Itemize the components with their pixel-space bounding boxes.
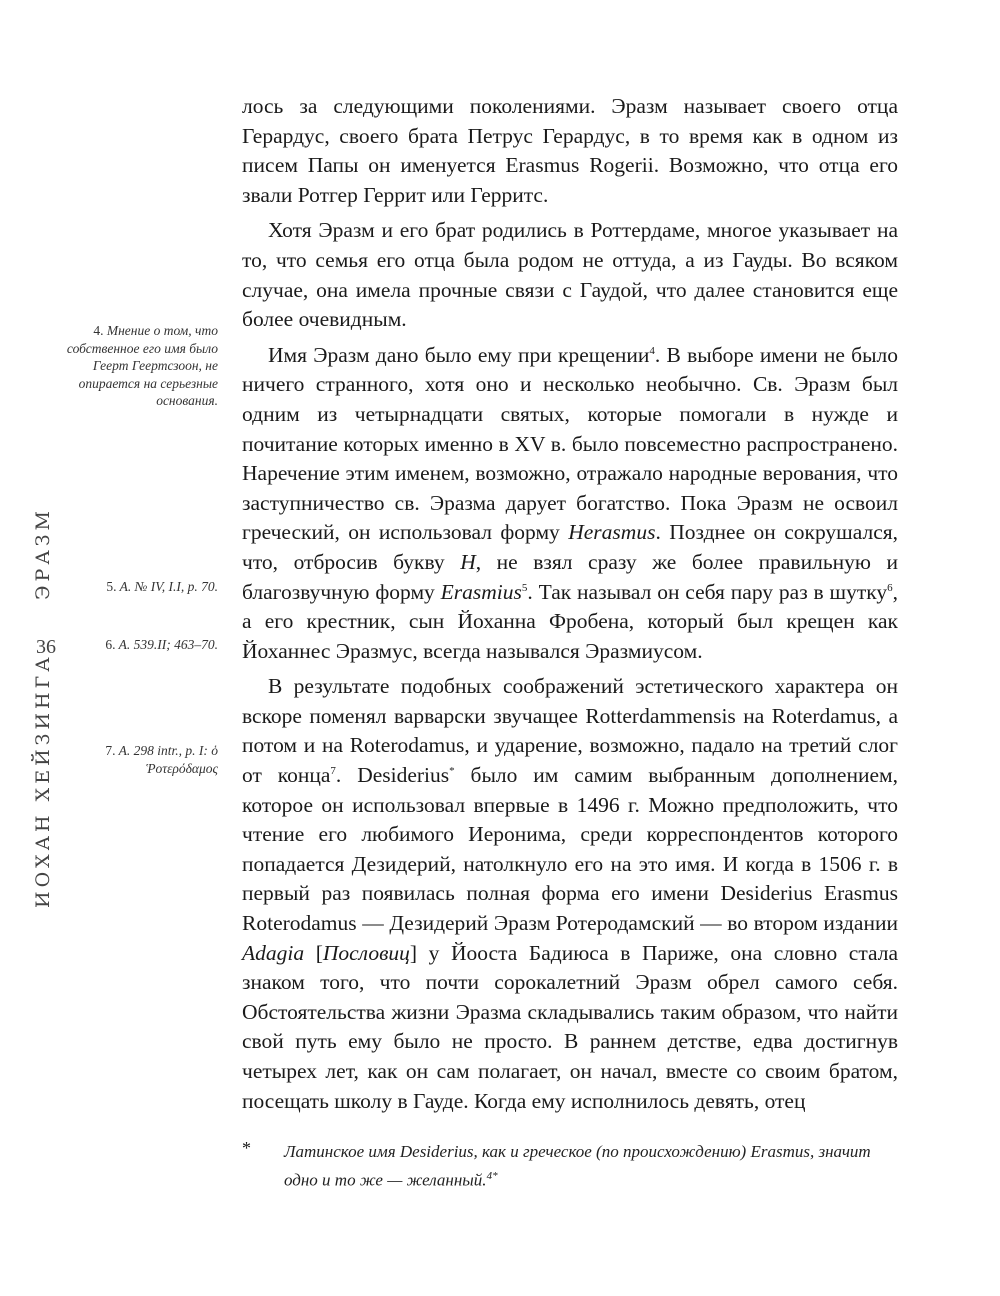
text-run: [ [304, 940, 323, 965]
text-run: Имя Эразм дано было ему при крещении [268, 342, 650, 367]
side-note-text: A. 539.II; 463–70. [118, 637, 218, 652]
paragraph: Хотя Эразм и его брат родились в Роттердаме, многое указывает на то, что семья его отца была родом не оттуда, а из Гауды. Во всяком случае, она имела прочные связи с Гаудой, что далее становится еще более очевидным. [242, 218, 898, 332]
footnote-ref: 4* [486, 1170, 498, 1182]
side-note-number: 7. [105, 743, 116, 758]
text-run-italic: Herasmus [568, 520, 656, 545]
text-run: , не взял сразу же более правильную и благозвучную форму [242, 549, 898, 604]
text-run-italic: Erasmius [440, 579, 522, 604]
main-text [242, 92, 898, 1116]
side-note-4 [58, 322, 218, 410]
footnote-mark: * [242, 1138, 251, 1158]
text-run: . Позднее он сокрушался, что, отбросив букву [242, 520, 899, 574]
side-note-number: 5. [106, 579, 117, 594]
side-note-text: A. № IV, I.I, p. 70. [119, 579, 218, 594]
running-head-author: ИОХАН ХЕЙЗИНГА [32, 653, 54, 908]
running-head-book: ЭРАЗМ [32, 506, 54, 600]
text-run: , а его крестник, сын Йоханна Фробена, который был крещен как Йоханнес Эразмус, всегда назывался Эразмиусом. [242, 579, 898, 663]
footnote-ref[interactable]: 6 [887, 581, 893, 594]
text-run-italic: Пословиц [322, 940, 410, 965]
side-note-7 [88, 742, 218, 777]
text-run: было им самим выбранным дополнением, которое он использовал впервые в 1496 г. Можно предположить, что чтение его любимого Иеронима, среди корреспондентов которого попадается Дезидерий, натолкнуло его на это имя. И когда в 1506 г. в первый раз появилась полная форма его имени Desiderius Erasmus Roterodamus — Дезидерий Эразм Ротеродамский — во втором издании [242, 763, 898, 936]
side-note-number: 6. [105, 637, 116, 652]
text-run: ] у Йооста Бадиюса в Париже, она словно стала знаком того, что почти сорокалетний Эразм обрел самого себя. Обстоятельства жизни Эразма складывались таким образом, что найти свой путь ему было не просто. В раннем детстве, едва достигнув четырех лет, как он сам полагает, он начал, вместе со своим братом, посещать школу в Гауде. Когда ему исполнилось девять, отец [242, 940, 898, 1113]
footnote-ref[interactable]: 7 [330, 765, 336, 778]
text-run-italic: H [460, 549, 476, 574]
paragraph [242, 341, 898, 667]
footnote-ref[interactable]: * [449, 765, 455, 778]
footnote-text-wrap [284, 1140, 898, 1193]
footnote-ref[interactable]: 4 [649, 344, 655, 357]
page-number: 36 [36, 636, 56, 658]
side-note-number: 4. [93, 323, 104, 338]
footnote-ref[interactable]: 5 [521, 581, 528, 594]
side-note-6 [98, 636, 218, 654]
footnote [242, 1140, 898, 1193]
paragraph: лось за следующими поколениями. Эразм называет своего отца Герардус, своего брата Петрус Герардус, в то время как в одном из писем Папы он именуется Erasmus Rogerii. Возможно, что отца его звали Ротгер Геррит или Герритс. [242, 94, 898, 207]
side-note-text: A. 298 intr., p. I: ὁ Ῥοτερόδαμος [118, 743, 218, 776]
text-run-italic: Adagia [242, 940, 305, 965]
text-run: В результате подобных соображений эстетического характера он вскоре поменял варварски звучащее Rotterdammensis на Roterdamus, а потом и на Roterodamus, и ударение, возможно, падало на третий слог от конца [242, 674, 898, 788]
side-note-text: Мнение о том, что собственное его имя было Геерт Геертсзоон, не опирается на серьезные основания. [66, 323, 218, 409]
side-note-5 [88, 578, 218, 596]
paragraph [242, 672, 898, 1116]
text-run: . В выборе имени не было ничего странного, хотя оно и несколько необычно. Св. Эразм был одним из четырнадцати святых, которые помогали в нужде и почитание которых именно в XV в. было повсеместно распространено. Наречение этим именем, возможно, отражало народные верования, что заступничество св. Эразма дарует богатство. Пока Эразм не освоил греческий, он использовал форму [242, 342, 898, 545]
text-run: . Так называл он себя пару раз в шутку [527, 579, 888, 604]
text-run: . Desiderius [335, 763, 450, 788]
footnote-text: Латинское имя Desiderius, как и греческое (по происхождению) Erasmus, значит одно и то же — желанный. [284, 1142, 871, 1190]
